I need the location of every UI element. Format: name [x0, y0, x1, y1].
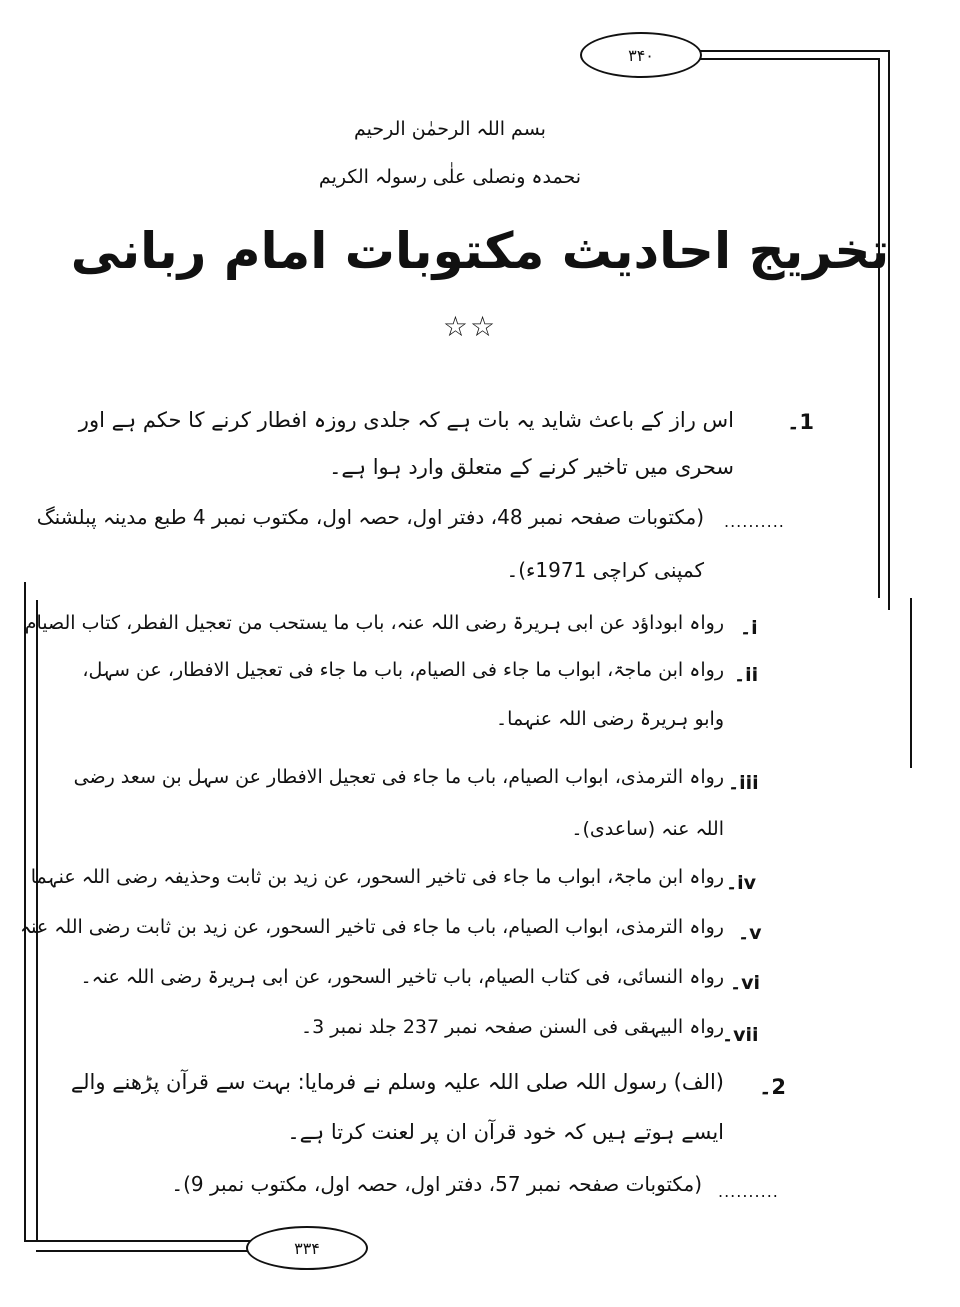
frame-top-line: [700, 50, 890, 52]
stars-ornament: ☆☆: [442, 310, 498, 343]
item-2-ref-leader: ..........: [718, 1182, 779, 1201]
item-1-ref-line-2: کمپنی کراچی 1971ء)۔: [506, 558, 704, 582]
page-number-top: ۳۴۰: [580, 32, 702, 78]
frame-top-line-inner: [700, 58, 880, 60]
bismillah: بسم اللہ الرحمٰن الرحیم: [354, 118, 546, 140]
sub-item-vii-line-1: رواہ البیہقی فی السنن صفحہ نمبر 237 جلد نمبر 3۔: [300, 1016, 724, 1038]
frame-bottom-line-inner: [36, 1250, 274, 1252]
item-1-ref-line-1: (مکتوبات صفحہ نمبر 48، دفتر اول، حصہ اول، مکتوب نمبر 4 طبع مدینہ پبلشنگ: [36, 505, 704, 529]
item-2-line-1: (الف) رسول اللہ صلی اللہ علیہ وسلم نے فرمایا: بہت سے قرآن پڑھنے والے: [70, 1070, 724, 1094]
salutation: نحمدہ ونصلی علٰی رسولہ الکریم: [318, 166, 582, 188]
sub-item-iv-line-1: رواہ ابن ماجۃ، ابواب ما جاء فی تاخیر السحور، عن زید بن ثابت وحذیفہ رضی اللہ عنہما: [30, 866, 724, 888]
sub-item-vi-line-1: رواہ النسائی، فی کتاب الصیام، باب تاخیر السحور، عن ابی ہریرۃ رضی اللہ عنہ۔: [80, 966, 724, 988]
sub-item-i-line-1: رواہ ابوداؤد عن ابی ہریرۃ رضی اللہ عنہ، باب ما یستحب من تعجیل الفطر، کتاب الصیام: [24, 612, 724, 634]
item-2-number: 2۔: [759, 1075, 786, 1099]
item-1-line-2: سحری میں تاخیر کرنے کے متعلق وارد ہوا ہے۔: [329, 455, 734, 479]
sub-item-iii-label: iii۔: [728, 772, 759, 794]
sub-item-vi-label: vi۔: [730, 972, 761, 994]
frame-left-outer: [24, 582, 26, 1242]
sub-item-vii-label: vii۔: [722, 1024, 759, 1046]
sub-item-iv-label: iv۔: [726, 872, 757, 894]
sub-item-v-line-1: رواہ الترمذی، ابواب الصیام، باب ما جاء فی تاخیر السحور، عن زید بن ثابت رضی اللہ عنہ: [20, 916, 724, 938]
sub-item-iii-line-1: رواہ الترمذی، ابواب الصیام، باب ما جاء فی تعجیل الافطار عن سہل بن سعد رضی: [73, 766, 724, 788]
sub-item-ii-line-1: رواہ ابن ماجۃ، ابواب ما جاء فی الصیام، باب ما جاء فی تعجیل الافطار، عن سہل،: [82, 659, 724, 681]
sub-item-ii-label: ii۔: [734, 664, 759, 686]
item-2-line-2: ایسے ہوتے ہیں کہ خود قرآن ان پر لعنت کرتا ہے۔: [287, 1120, 724, 1144]
frame-bottom-line: [24, 1240, 274, 1242]
page-title: تخریج احادیث مکتوبات امام ربانی: [70, 222, 890, 280]
item-1-number: 1۔: [787, 410, 814, 434]
frame-right-step: [910, 598, 912, 768]
sub-item-ii-line-2: وابو ہریرۃ رضی اللہ عنہما۔: [496, 708, 724, 730]
page-number-bottom: ۳۳۴: [246, 1226, 368, 1270]
sub-item-i-label: i۔: [740, 617, 758, 639]
item-2-ref-line-1: (مکتوبات صفحہ نمبر 57، دفتر اول، حصہ اول، مکتوب نمبر 9)۔: [171, 1172, 702, 1196]
sub-item-v-label: v۔: [738, 922, 762, 944]
sub-item-iii-line-2: اللہ عنہ (ساعدی)۔: [571, 818, 724, 840]
item-1-line-1: اس راز کے باعث شاید یہ بات ہے کہ جلدی روزہ افطار کرنے کا حکم ہے اور: [78, 408, 734, 432]
item-1-ref-leader: ..........: [724, 512, 785, 531]
